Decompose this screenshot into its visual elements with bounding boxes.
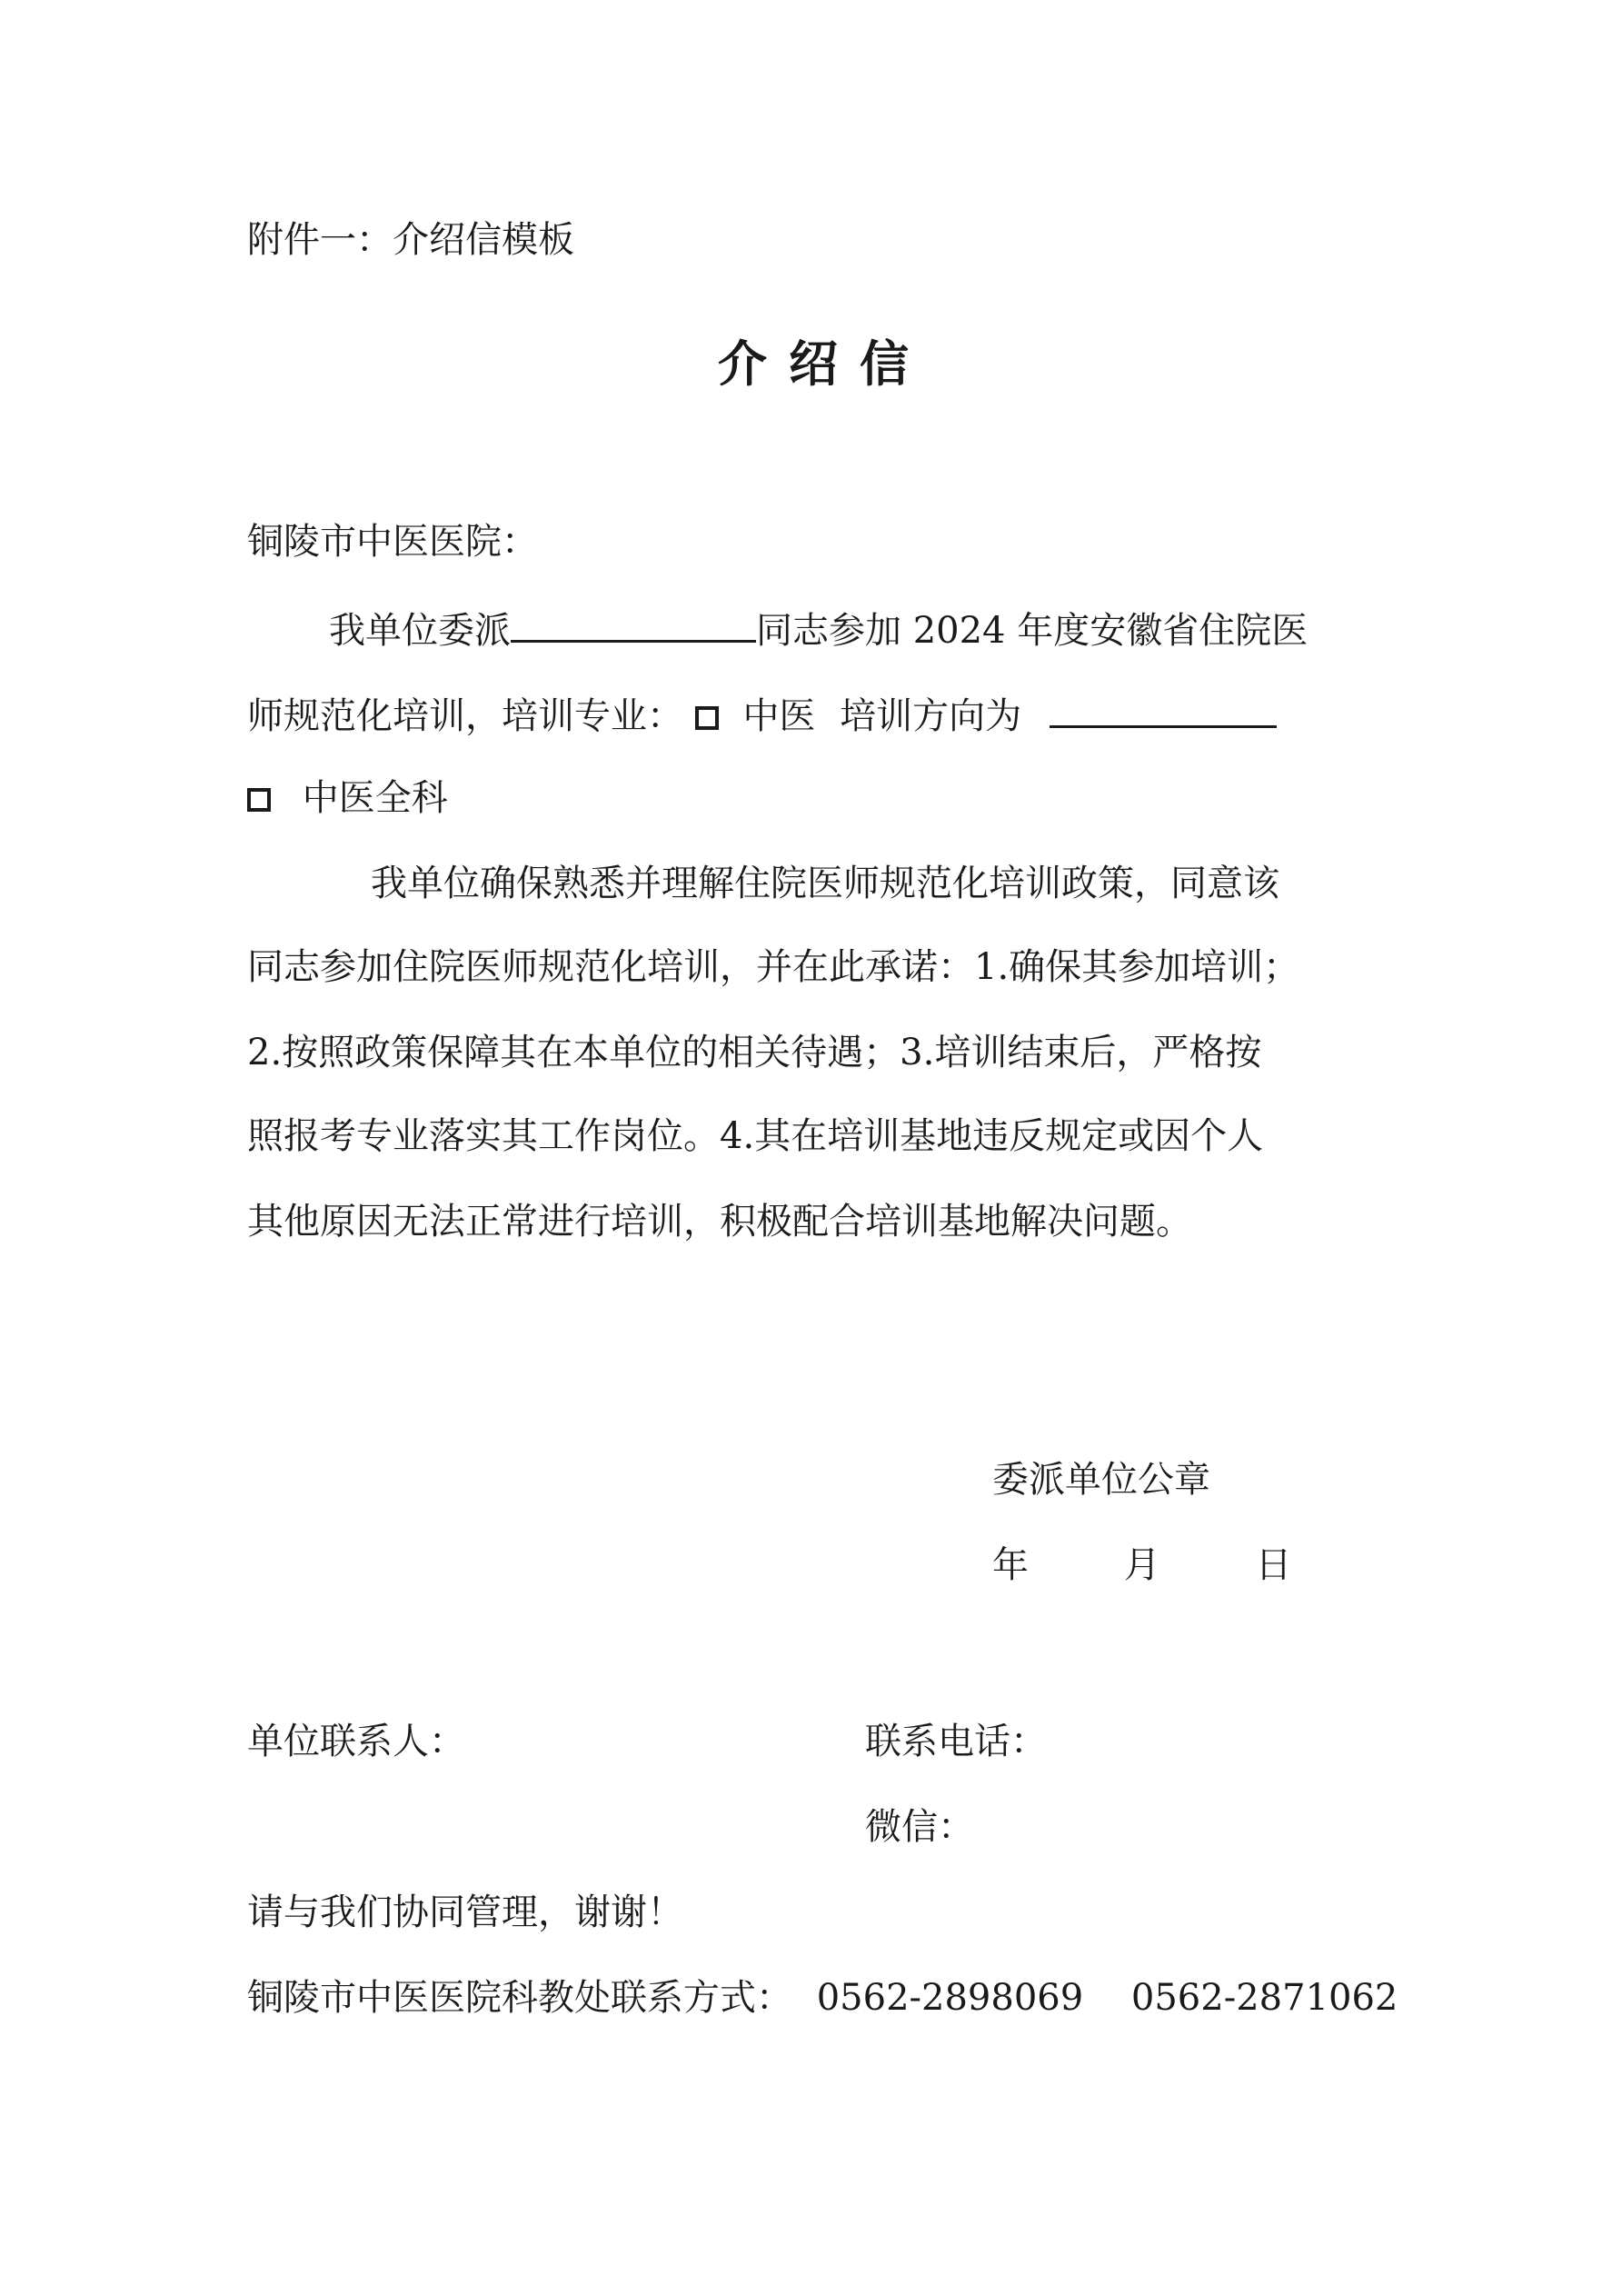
phone-label: 联系电话：	[865, 1721, 1047, 1762]
wechat-label: 微信：	[865, 1806, 974, 1848]
para2-line3: 2.按照政策保障其在本单位的相关待遇；3.培训结束后，严格按	[247, 1032, 1262, 1073]
para1-line2	[247, 689, 1277, 742]
date-month: 月	[1123, 1544, 1160, 1586]
para1-line1	[329, 604, 1308, 656]
direction-label: 培训方向为	[840, 695, 1022, 737]
para2-line2: 同志参加住院医师规范化培训，并在此承诺：1.确保其参加培训；	[247, 946, 1300, 988]
contact-person-label: 单位联系人：	[247, 1721, 465, 1762]
attachment-label: 附件一：介绍信模板	[247, 219, 574, 261]
trainee-name-blank[interactable]	[511, 604, 756, 643]
footer-phone-2: 0562-2871062	[1130, 1977, 1398, 2019]
para1-before-blank: 我单位委派	[329, 610, 511, 652]
seal-label: 委派单位公章	[992, 1459, 1210, 1501]
date-day: 日	[1255, 1544, 1292, 1586]
direction-blank[interactable]	[1050, 689, 1277, 728]
para1-after-blank: 同志参加 2024 年度安徽省住院医	[756, 610, 1309, 652]
para2-line5: 其他原因无法正常进行培训，积极配合培训基地解决问题。	[247, 1201, 1192, 1243]
checkbox-tcm[interactable]	[695, 706, 719, 730]
option-general-label: 中医全科	[302, 777, 448, 819]
para2-line1: 我单位确保熟悉并理解住院医师规范化培训政策，同意该	[371, 863, 1279, 904]
date-line	[992, 1540, 1291, 1591]
recipient-line: 铜陵市中医医院：	[247, 521, 538, 563]
para2-line4: 照报考专业落实其工作岗位。4.其在培训基地违反规定或因个人	[247, 1115, 1264, 1157]
date-year: 年	[992, 1544, 1029, 1586]
letter-title: 介绍信	[718, 334, 930, 393]
footer-contact-line	[247, 1972, 1398, 2023]
para1-line3	[247, 773, 448, 824]
closing-line: 请与我们协同管理，谢谢！	[247, 1892, 683, 1933]
option-tcm-label: 中医	[742, 695, 816, 737]
checkbox-general[interactable]	[247, 788, 271, 812]
footer-phone-1: 0562-2898069	[816, 1977, 1084, 2019]
footer-label: 铜陵市中医医院科教处联系方式：	[247, 1977, 792, 2019]
specialty-label: 师规范化培训，培训专业：	[247, 695, 683, 737]
